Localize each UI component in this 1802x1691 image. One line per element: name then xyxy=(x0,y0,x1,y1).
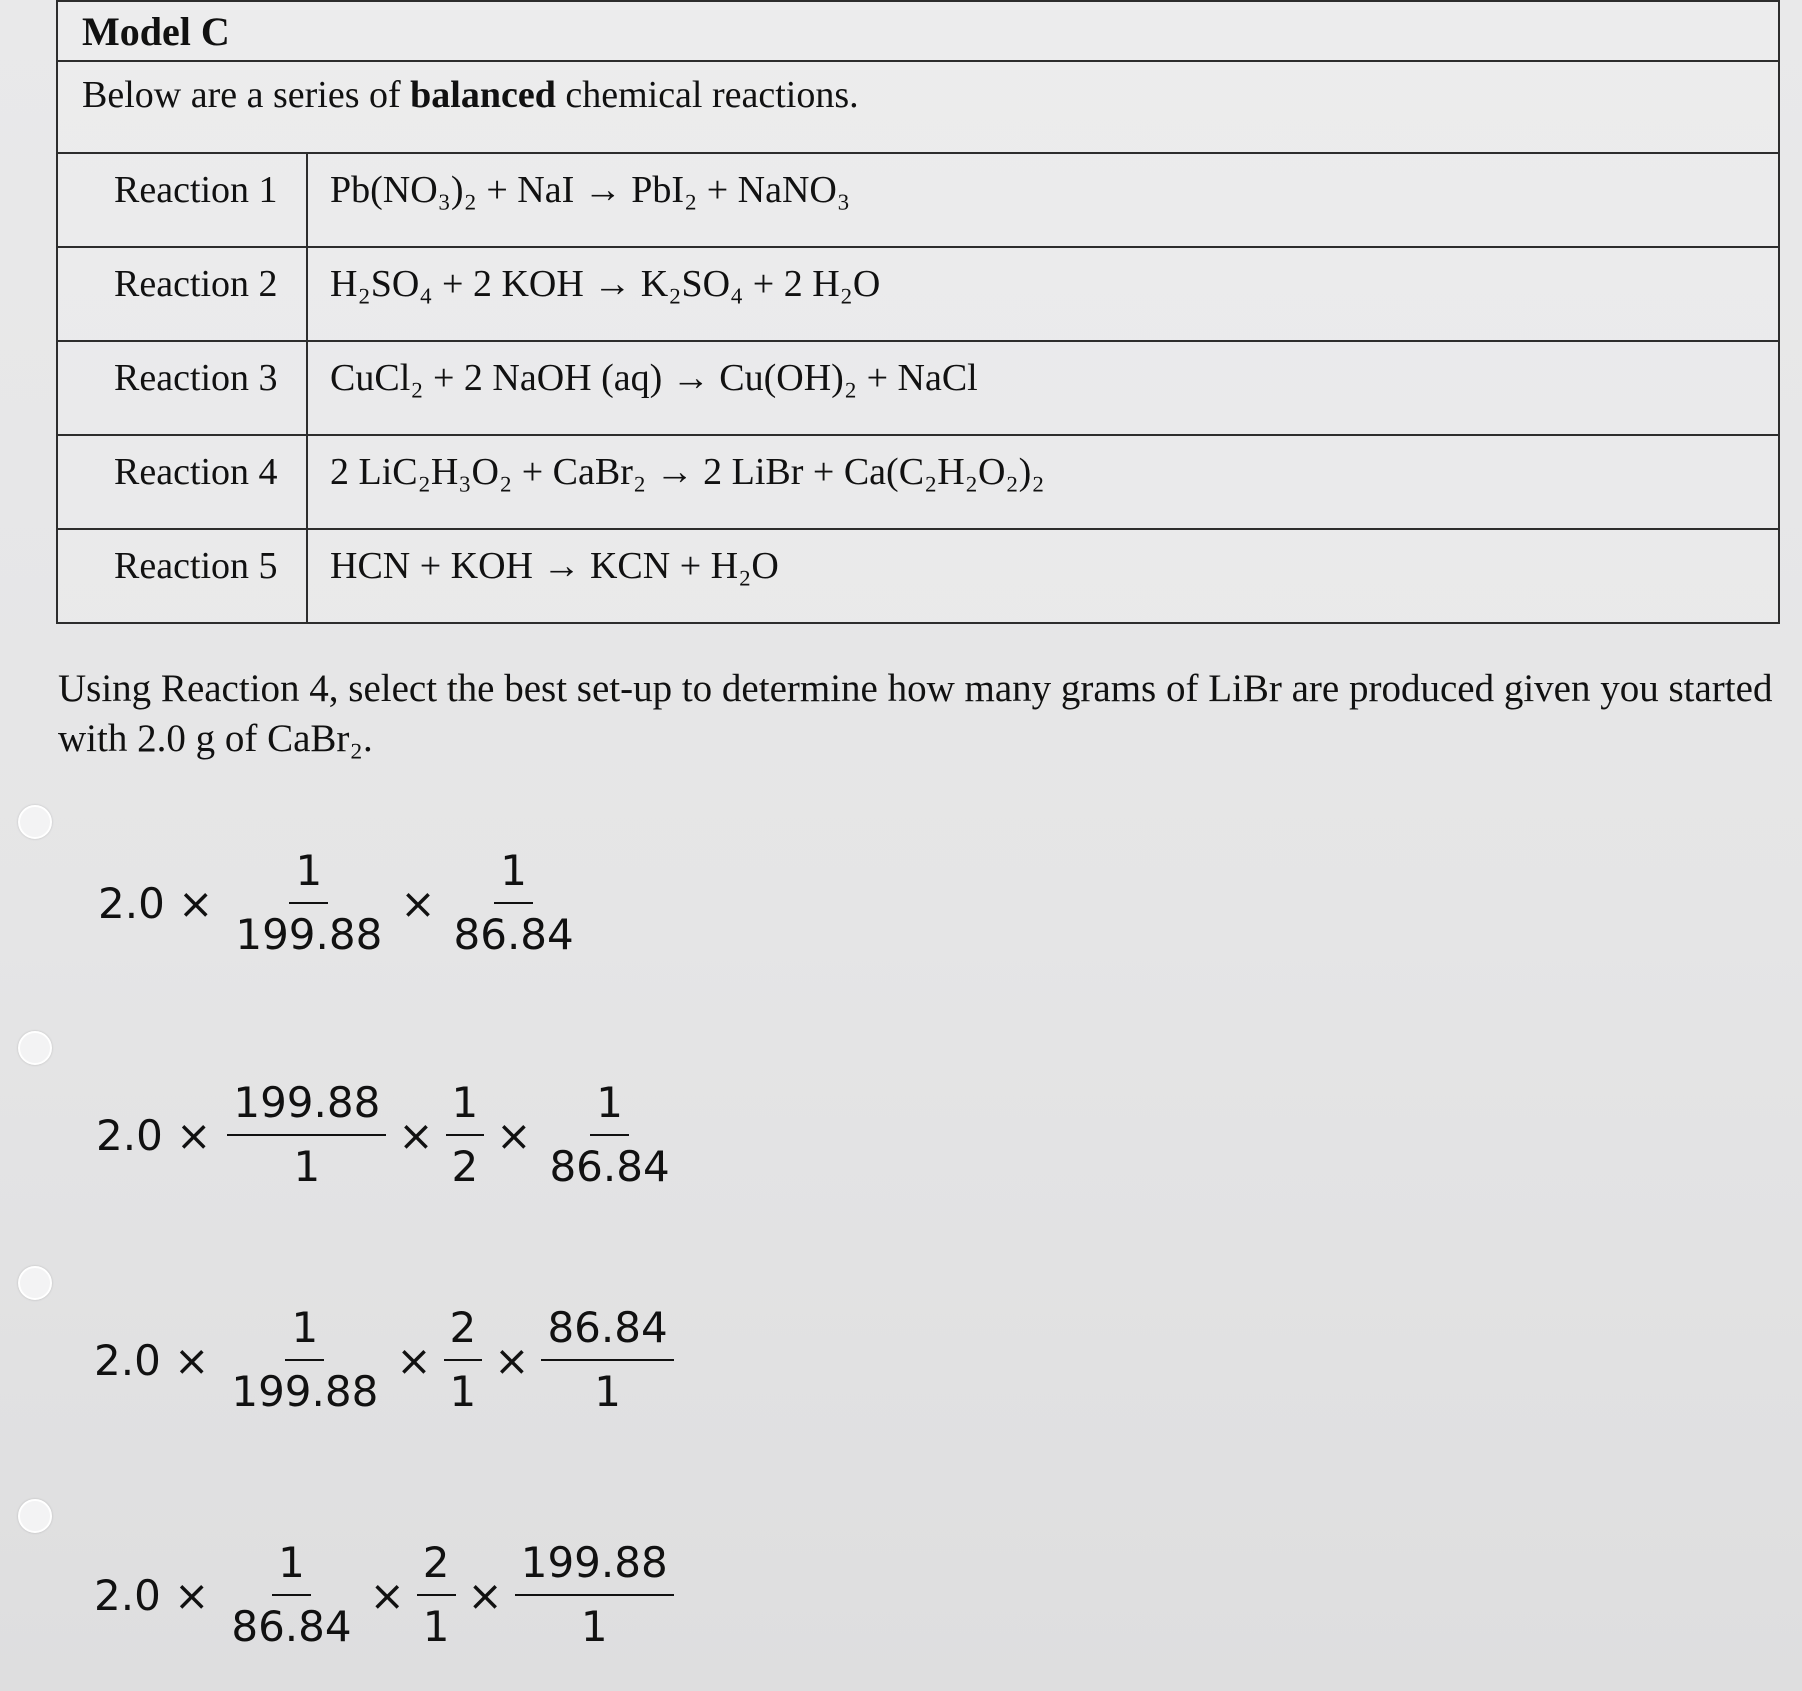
reaction-equation-2: H₂SO₄ + 2 KOH → K₂SO₄ + 2 H₂O xyxy=(330,263,881,305)
reaction-equation-5: HCN + KOH → KCN + H₂O xyxy=(330,545,779,587)
option-4-fraction-2-denominator: 1 xyxy=(422,1602,450,1651)
option-3-fraction-2-denominator: 1 xyxy=(449,1367,477,1416)
option-1[interactable] xyxy=(98,848,584,958)
reaction-row-5 xyxy=(58,530,1778,622)
option-3-radio[interactable] xyxy=(18,1266,52,1300)
option-2-fraction-2-denominator: 2 xyxy=(451,1142,479,1191)
reaction-label-4: Reaction 4 xyxy=(58,436,308,528)
option-1-fraction-2-denominator: 86.84 xyxy=(453,910,574,959)
option-1-fraction-1-denominator: 199.88 xyxy=(235,910,383,959)
question-text: Using Reaction 4, select the best set-up to determine how many grams of LiBr are produced given you started with 2.0 g of CaBr₂. xyxy=(58,667,1773,760)
option-4[interactable] xyxy=(94,1540,678,1650)
reaction-row-1 xyxy=(58,154,1778,248)
option-3-fraction-3-numerator: 86.84 xyxy=(541,1305,673,1361)
option-2-fraction-2 xyxy=(446,1080,485,1190)
option-4-times-2: × xyxy=(467,1570,503,1620)
option-4-fraction-1 xyxy=(225,1540,357,1650)
reaction-row-3 xyxy=(58,342,1778,436)
option-3-fraction-3 xyxy=(541,1305,673,1415)
option-3-fraction-1-denominator: 199.88 xyxy=(231,1367,379,1416)
option-1-fraction-1 xyxy=(229,848,388,958)
model-header xyxy=(58,0,1778,62)
option-2-fraction-1 xyxy=(227,1080,386,1190)
intro-suffix: chemical reactions. xyxy=(555,74,859,116)
reaction-label-2: Reaction 2 xyxy=(58,248,308,340)
option-1-fraction-1-numerator: 1 xyxy=(289,848,328,904)
option-2-fraction-1-denominator: 1 xyxy=(293,1142,321,1191)
intro-bold: balanced xyxy=(410,74,556,116)
option-3-times-2: × xyxy=(494,1335,530,1385)
option-4-coefficient: 2.0 × xyxy=(94,1570,210,1620)
option-4-radio[interactable] xyxy=(18,1499,52,1533)
reaction-equation-4: 2 LiC₂H₃O₂ + CaBr₂ → 2 LiBr + Ca(C₂H₂O₂)₂ xyxy=(330,451,1045,493)
reaction-label-1: Reaction 1 xyxy=(58,154,308,246)
option-2-fraction-3-denominator: 86.84 xyxy=(549,1142,670,1191)
option-1-times-1: × xyxy=(400,878,436,928)
reaction-label-5: Reaction 5 xyxy=(58,530,308,622)
option-2-fraction-2-numerator: 1 xyxy=(446,1080,485,1136)
reaction-row-2 xyxy=(58,248,1778,342)
model-title: Model C xyxy=(82,9,230,54)
model-intro xyxy=(58,62,1778,154)
option-1-fraction-2-numerator: 1 xyxy=(494,848,533,904)
option-2-fraction-3-numerator: 1 xyxy=(590,1080,629,1136)
option-1-radio[interactable] xyxy=(18,805,52,839)
reaction-equation-3: CuCl₂ + 2 NaOH (aq) → Cu(OH)₂ + NaCl xyxy=(330,357,978,399)
option-4-fraction-1-numerator: 1 xyxy=(272,1540,311,1596)
option-2-fraction-1-numerator: 199.88 xyxy=(227,1080,386,1136)
option-1-fraction-2 xyxy=(448,848,580,958)
option-4-fraction-1-denominator: 86.84 xyxy=(231,1602,352,1651)
option-2-fraction-3 xyxy=(543,1080,675,1190)
intro-prefix: Below are a series of xyxy=(82,74,411,116)
option-2[interactable] xyxy=(96,1080,680,1190)
reaction-row-4 xyxy=(58,436,1778,530)
option-2-times-2: × xyxy=(496,1110,532,1160)
option-3[interactable] xyxy=(94,1305,678,1415)
option-3-fraction-2 xyxy=(444,1305,483,1415)
option-3-times-1: × xyxy=(396,1335,432,1385)
option-2-coefficient: 2.0 × xyxy=(96,1110,212,1160)
option-4-fraction-2 xyxy=(417,1540,456,1650)
option-4-fraction-3-denominator: 1 xyxy=(580,1602,608,1651)
option-4-times-1: × xyxy=(369,1570,405,1620)
option-3-fraction-3-denominator: 1 xyxy=(594,1367,621,1416)
option-3-coefficient: 2.0 × xyxy=(94,1335,210,1385)
model-c-table xyxy=(56,0,1780,624)
option-2-times-1: × xyxy=(398,1110,434,1160)
option-3-fraction-1 xyxy=(225,1305,384,1415)
option-4-fraction-3-numerator: 199.88 xyxy=(515,1540,674,1596)
option-3-fraction-2-numerator: 2 xyxy=(444,1305,483,1361)
option-4-fraction-3 xyxy=(515,1540,674,1650)
option-2-radio[interactable] xyxy=(18,1031,52,1065)
option-1-coefficient: 2.0 × xyxy=(98,878,214,928)
reaction-equation-1: Pb(NO₃)₂ + NaI → PbI₂ + NaNO₃ xyxy=(330,169,851,211)
reaction-label-3: Reaction 3 xyxy=(58,342,308,434)
option-3-fraction-1-numerator: 1 xyxy=(285,1305,324,1361)
option-4-fraction-2-numerator: 2 xyxy=(417,1540,456,1596)
